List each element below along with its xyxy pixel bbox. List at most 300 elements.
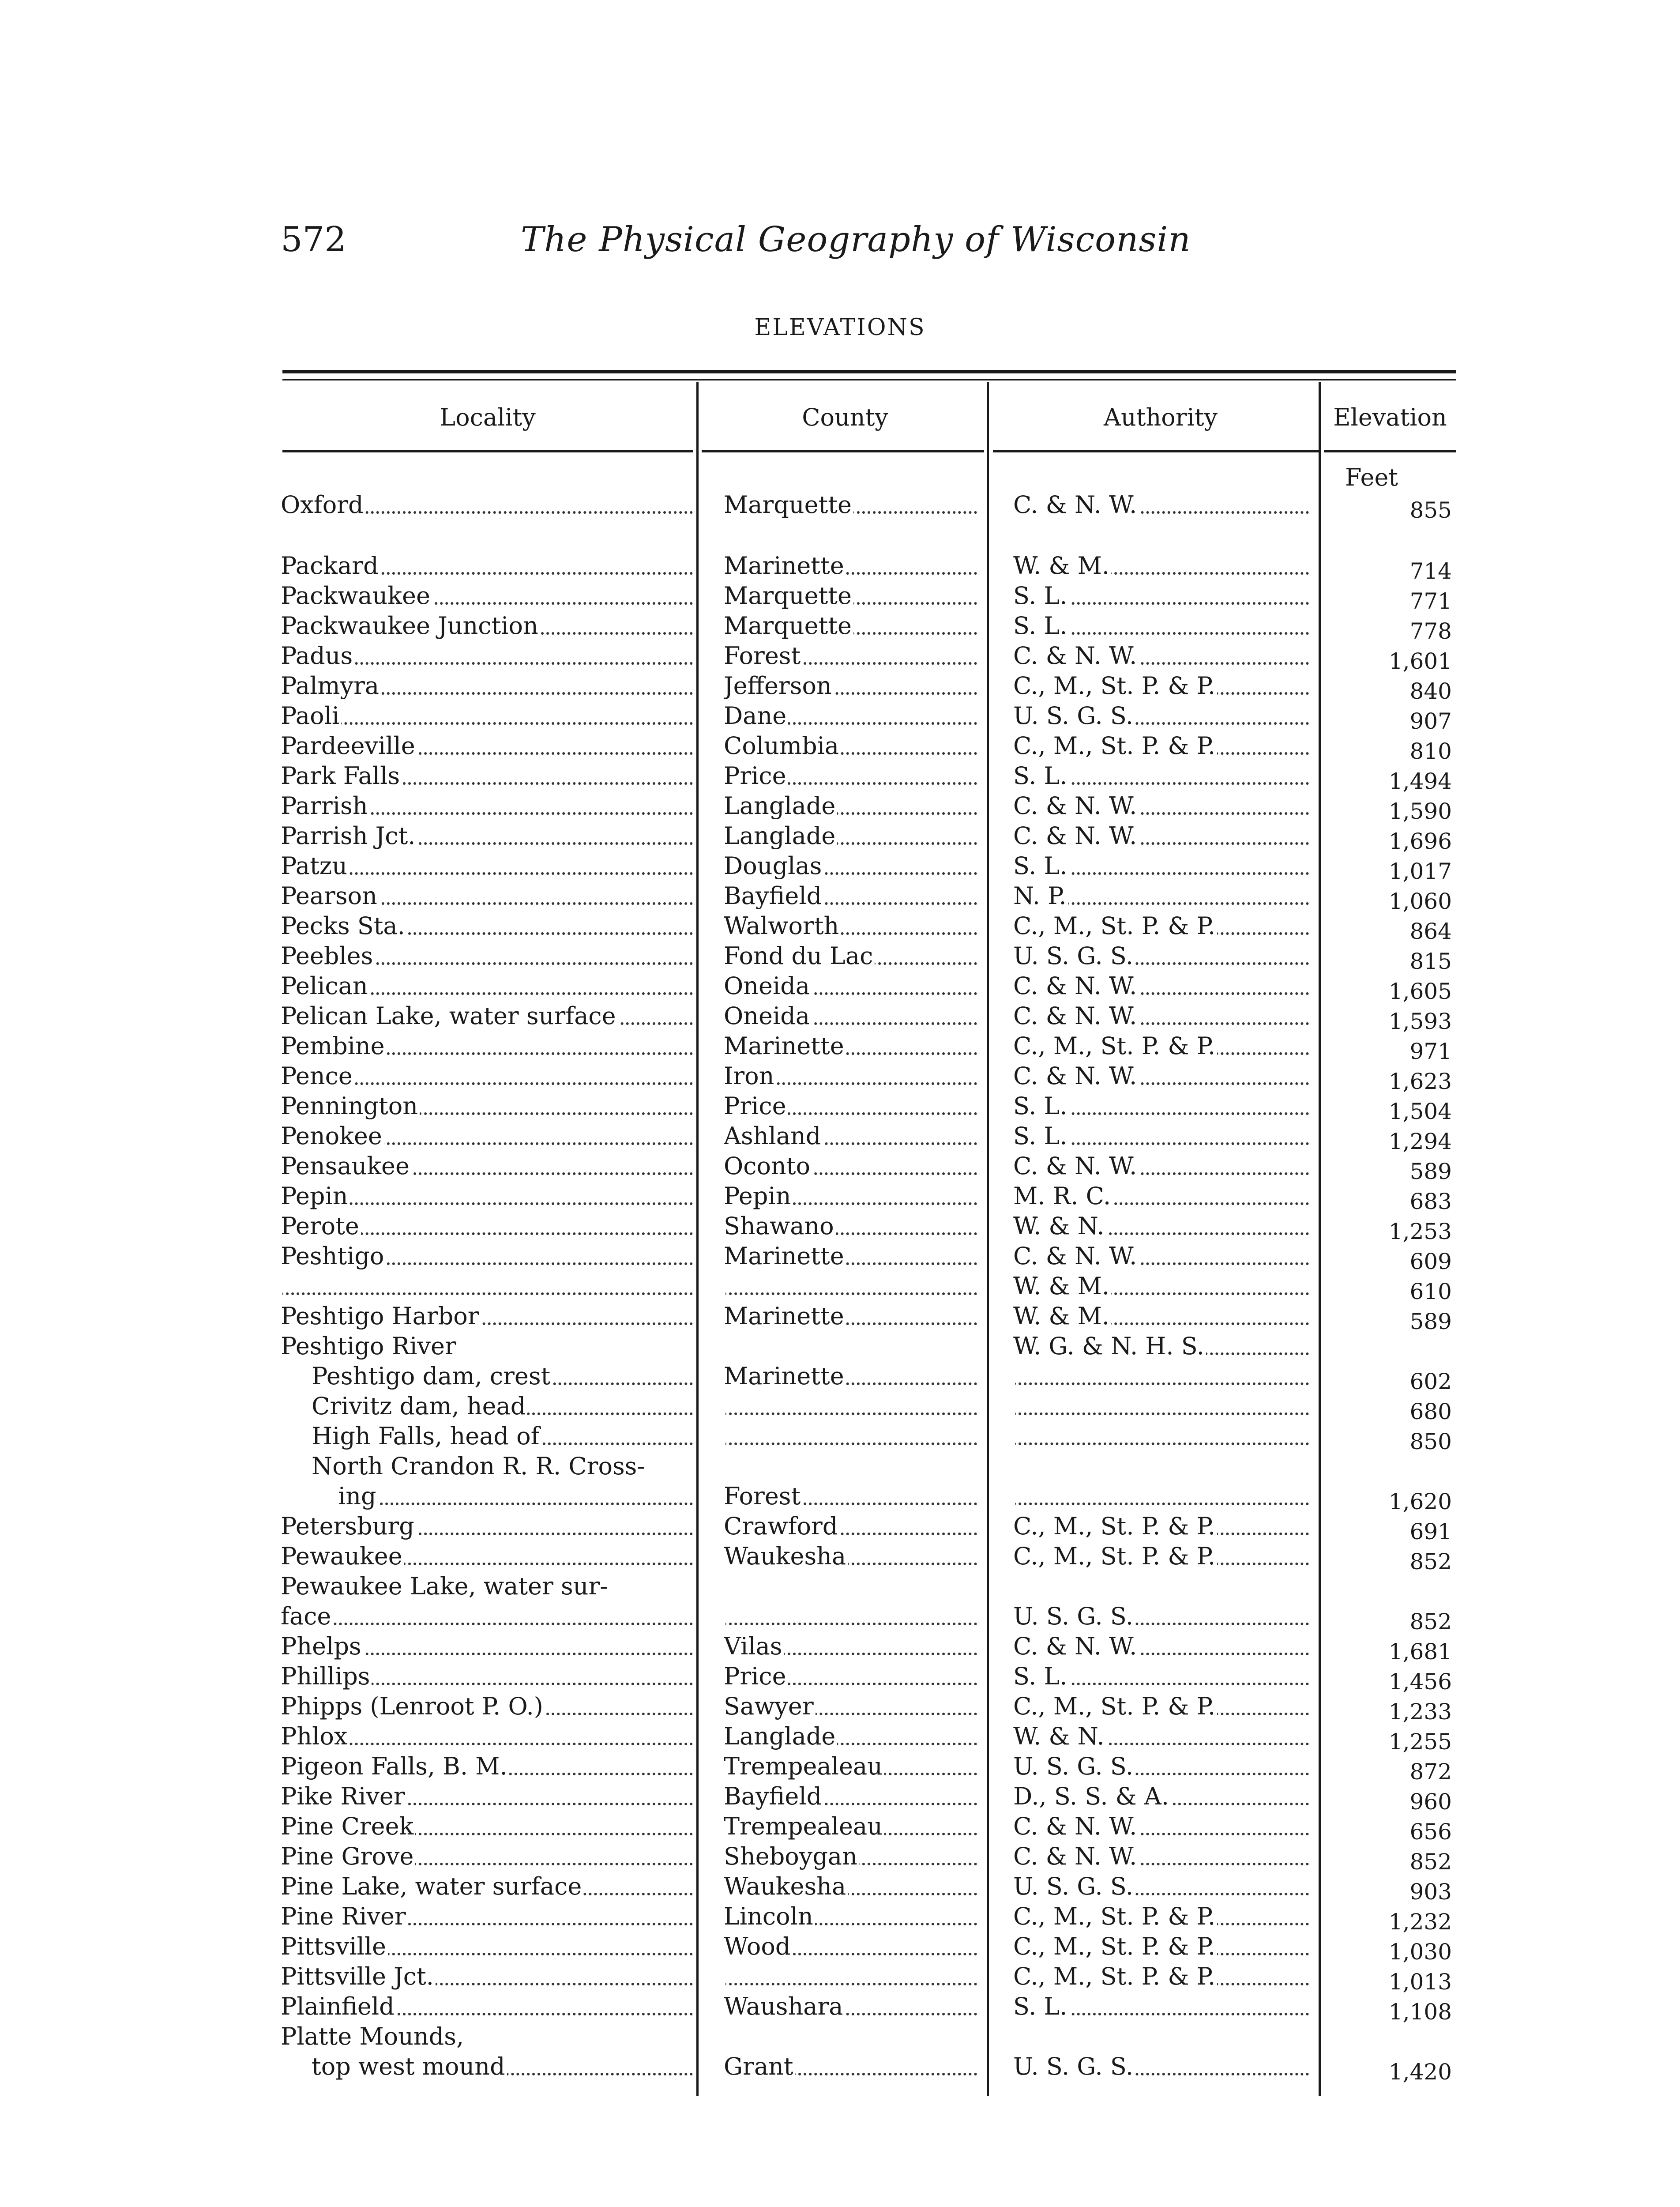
authority-text: S. L. bbox=[1013, 1122, 1069, 1150]
authority-text: C. & N. W. bbox=[1013, 972, 1139, 1000]
cell-locality bbox=[281, 1151, 693, 1181]
cell-locality bbox=[281, 611, 693, 641]
locality-text: Platte Mounds, bbox=[281, 2022, 466, 2050]
county-text: Sheboygan bbox=[724, 1842, 859, 1870]
cell-county bbox=[724, 941, 977, 971]
locality-text: ing bbox=[338, 1482, 378, 1510]
county-text bbox=[724, 1332, 725, 1360]
locality-text: Pine River bbox=[281, 1902, 408, 1930]
cell-elevation: 1,590 bbox=[1388, 798, 1452, 824]
cell-locality bbox=[281, 1271, 693, 1301]
cell-authority bbox=[1013, 851, 1309, 881]
cell-elevation: 680 bbox=[1409, 1399, 1452, 1424]
cell-locality bbox=[281, 641, 693, 671]
county-text: Iron bbox=[724, 1062, 776, 1090]
cell-county bbox=[724, 1451, 977, 1481]
locality-text: Pike River bbox=[281, 1782, 407, 1810]
county-text: Ashland bbox=[724, 1122, 823, 1150]
county-text: Marinette bbox=[724, 1302, 846, 1330]
cell-elevation: 609 bbox=[1409, 1249, 1452, 1274]
authority-text: S. L. bbox=[1013, 1092, 1069, 1120]
county-text bbox=[724, 2022, 725, 2050]
cell-county bbox=[724, 761, 977, 791]
cell-county bbox=[724, 1001, 977, 1031]
authority-text: C. & N. W. bbox=[1013, 822, 1139, 850]
cell-locality bbox=[281, 1812, 693, 1842]
cell-elevation: 610 bbox=[1409, 1279, 1452, 1304]
cell-authority bbox=[1013, 1361, 1309, 1391]
cell-authority bbox=[1013, 1391, 1309, 1421]
county-text: Langlade bbox=[724, 792, 837, 820]
authority-text: C. & N. W. bbox=[1013, 1002, 1139, 1030]
cell-locality bbox=[281, 1541, 693, 1571]
cell-county bbox=[724, 1391, 977, 1421]
cell-locality bbox=[281, 1691, 693, 1721]
cell-authority bbox=[1013, 1781, 1309, 1812]
header-county: County bbox=[802, 403, 888, 431]
locality-text: Pigeon Falls, B. M. bbox=[281, 1752, 509, 1780]
county-text bbox=[724, 1392, 725, 1420]
authority-text: C. & N. W. bbox=[1013, 1152, 1139, 1180]
cell-authority bbox=[1013, 1962, 1309, 1992]
county-text: Dane bbox=[724, 702, 788, 730]
cell-county bbox=[724, 1481, 977, 1511]
locality-text: Patzu bbox=[281, 852, 349, 880]
locality-text: Pepin bbox=[281, 1182, 350, 1210]
cell-locality bbox=[281, 1962, 693, 1992]
county-text bbox=[724, 1572, 725, 1600]
cell-authority bbox=[1013, 701, 1309, 731]
county-text: Price bbox=[724, 1662, 788, 1690]
locality-text: Pardeeville bbox=[281, 732, 417, 760]
cell-elevation: 1,494 bbox=[1388, 768, 1452, 794]
county-text: Marquette bbox=[724, 491, 853, 519]
cell-elevation: 852 bbox=[1409, 1609, 1452, 1635]
cell-county bbox=[724, 1211, 977, 1241]
cell-elevation: 1,013 bbox=[1388, 1969, 1452, 1995]
cell-locality bbox=[281, 851, 693, 881]
cell-elevation: 1,620 bbox=[1388, 1489, 1452, 1514]
locality-text: Peshtigo Harbor bbox=[281, 1302, 481, 1330]
locality-text: Padus bbox=[281, 642, 354, 670]
locality-text: Pence bbox=[281, 1062, 354, 1090]
cell-locality bbox=[281, 1061, 693, 1091]
cell-county bbox=[724, 821, 977, 851]
cell-county bbox=[724, 611, 977, 641]
locality-text: top west mound bbox=[312, 2053, 507, 2080]
county-text: Vilas bbox=[724, 1632, 784, 1660]
cell-authority bbox=[1013, 731, 1309, 761]
locality-text: Pensaukee bbox=[281, 1152, 411, 1180]
locality-text: Oxford bbox=[281, 491, 365, 519]
running-title: The Physical Geography of Wisconsin bbox=[521, 220, 1191, 260]
cell-elevation: 589 bbox=[1409, 1309, 1452, 1334]
cell-authority bbox=[1013, 1721, 1309, 1751]
cell-authority bbox=[1013, 490, 1309, 520]
locality-text: Parrish bbox=[281, 792, 370, 820]
cell-elevation: 1,233 bbox=[1388, 1699, 1452, 1725]
county-text: Fond du Lac bbox=[724, 942, 875, 970]
cell-county bbox=[724, 1571, 977, 1601]
locality-text: Park Falls bbox=[281, 762, 402, 790]
cell-county bbox=[724, 1361, 977, 1391]
cell-authority bbox=[1013, 1902, 1309, 1932]
cell-authority bbox=[1013, 1842, 1309, 1872]
cell-authority bbox=[1013, 1932, 1309, 1962]
county-text: Oconto bbox=[724, 1152, 812, 1180]
authority-text: C. & N. W. bbox=[1013, 491, 1139, 519]
authority-text: C., M., St. P. & P. bbox=[1013, 1032, 1217, 1060]
cell-locality bbox=[312, 1421, 693, 1451]
header-rule-elevation bbox=[1324, 450, 1456, 452]
cell-authority bbox=[1013, 1421, 1309, 1451]
county-text: Forest bbox=[724, 642, 802, 670]
cell-county bbox=[724, 1181, 977, 1211]
authority-text: W. & M. bbox=[1013, 1302, 1111, 1330]
cell-locality bbox=[281, 1121, 693, 1151]
county-text: Langlade bbox=[724, 1722, 837, 1750]
header-locality: Locality bbox=[440, 403, 536, 431]
locality-text: Pine Grove bbox=[281, 1842, 415, 1870]
locality-text bbox=[281, 1272, 282, 1300]
locality-text: Pembine bbox=[281, 1032, 387, 1060]
locality-text: Pennington bbox=[281, 1092, 420, 1120]
authority-text: C. & N. W. bbox=[1013, 1812, 1139, 1840]
cell-authority bbox=[1013, 581, 1309, 611]
county-text: Sawyer bbox=[724, 1692, 816, 1720]
cell-locality bbox=[281, 1661, 693, 1691]
header-rule-county bbox=[702, 450, 984, 452]
cell-authority bbox=[1013, 1812, 1309, 1842]
locality-text: High Falls, head of bbox=[312, 1422, 541, 1450]
cell-county bbox=[724, 1121, 977, 1151]
county-text: Marinette bbox=[724, 552, 846, 580]
cell-county bbox=[724, 1872, 977, 1902]
cell-county bbox=[724, 1751, 977, 1781]
cell-elevation: 1,605 bbox=[1388, 979, 1452, 1004]
cell-elevation: 1,108 bbox=[1388, 1999, 1452, 2025]
county-text bbox=[724, 1422, 725, 1450]
locality-text: Perote bbox=[281, 1212, 361, 1240]
cell-elevation: 589 bbox=[1409, 1159, 1452, 1184]
authority-text bbox=[1013, 1482, 1015, 1510]
locality-text: Packwaukee Junction bbox=[281, 612, 540, 640]
cell-locality bbox=[281, 941, 693, 971]
locality-text: Peshtigo River bbox=[281, 1332, 458, 1360]
authority-text: M. R. C. bbox=[1013, 1182, 1112, 1210]
header-rule-locality bbox=[282, 450, 693, 452]
header-authority: Authority bbox=[1103, 403, 1218, 431]
county-text: Trempealeau bbox=[724, 1812, 884, 1840]
cell-locality bbox=[281, 1932, 693, 1962]
locality-text: Peebles bbox=[281, 942, 375, 970]
cell-authority bbox=[1013, 761, 1309, 791]
cell-locality bbox=[281, 1511, 693, 1541]
cell-locality bbox=[338, 1481, 693, 1511]
cell-authority bbox=[1013, 1271, 1309, 1301]
authority-text: C., M., St. P. & P. bbox=[1013, 1692, 1217, 1720]
authority-text: S. L. bbox=[1013, 582, 1069, 610]
table-title: ELEVATIONS bbox=[754, 314, 926, 341]
cell-county bbox=[724, 1902, 977, 1932]
cell-authority bbox=[1013, 1872, 1309, 1902]
locality-text: Plainfield bbox=[281, 1992, 396, 2020]
cell-elevation: 852 bbox=[1409, 1549, 1452, 1574]
cell-locality bbox=[281, 1992, 693, 2022]
county-text: Grant bbox=[724, 2053, 795, 2080]
authority-text bbox=[1013, 2022, 1015, 2050]
cell-authority bbox=[1013, 1751, 1309, 1781]
cell-elevation: 1,456 bbox=[1388, 1669, 1452, 1695]
locality-text: Peshtigo bbox=[281, 1242, 386, 1270]
county-text: Walworth bbox=[724, 912, 841, 940]
cell-elevation: 810 bbox=[1409, 738, 1452, 764]
authority-text: U. S. G. S. bbox=[1013, 1872, 1135, 1900]
cell-authority bbox=[1013, 1091, 1309, 1121]
cell-locality bbox=[281, 1301, 693, 1331]
cell-authority bbox=[1013, 1241, 1309, 1271]
locality-text: Pelican bbox=[281, 972, 370, 1000]
locality-text: North Crandon R. R. Cross- bbox=[312, 1452, 647, 1480]
cell-elevation: 850 bbox=[1409, 1429, 1452, 1454]
cell-authority bbox=[1013, 1481, 1309, 1511]
county-text: Bayfield bbox=[724, 882, 823, 910]
cell-elevation: 1,255 bbox=[1388, 1729, 1452, 1755]
cell-county bbox=[724, 581, 977, 611]
authority-text: W. G. & N. H. S. bbox=[1013, 1332, 1206, 1360]
cell-authority bbox=[1013, 2052, 1309, 2082]
locality-text: Pine Lake, water surface bbox=[281, 1872, 583, 1900]
locality-text: Packard bbox=[281, 552, 380, 580]
cell-county bbox=[724, 1691, 977, 1721]
locality-text: Petersburg bbox=[281, 1512, 416, 1540]
cell-authority bbox=[1013, 641, 1309, 671]
county-text: Jefferson bbox=[724, 672, 834, 700]
cell-locality bbox=[281, 1842, 693, 1872]
cell-county bbox=[724, 1301, 977, 1331]
cell-authority bbox=[1013, 1661, 1309, 1691]
cell-elevation: 691 bbox=[1409, 1519, 1452, 1544]
authority-text: C., M., St. P. & P. bbox=[1013, 1932, 1217, 1960]
locality-text: Paoli bbox=[281, 702, 341, 730]
cell-authority bbox=[1013, 1601, 1309, 1631]
cell-county bbox=[724, 1721, 977, 1751]
locality-text: Pecks Sta. bbox=[281, 912, 407, 940]
county-text: Trempealeau bbox=[724, 1752, 884, 1780]
cell-county bbox=[724, 1241, 977, 1271]
cell-elevation: 1,696 bbox=[1388, 829, 1452, 854]
authority-text: U. S. G. S. bbox=[1013, 942, 1135, 970]
cell-authority bbox=[1013, 1631, 1309, 1661]
cell-elevation: 1,030 bbox=[1388, 1939, 1452, 1965]
authority-text: C. & N. W. bbox=[1013, 792, 1139, 820]
cell-county bbox=[724, 551, 977, 581]
cell-locality bbox=[281, 701, 693, 731]
header-elevation: Elevation bbox=[1333, 403, 1447, 431]
authority-text: S. L. bbox=[1013, 1662, 1069, 1690]
page-number: 572 bbox=[281, 220, 346, 260]
cell-authority bbox=[1013, 1992, 1309, 2022]
locality-text: Parrish Jct. bbox=[281, 822, 417, 850]
county-text: Bayfield bbox=[724, 1782, 823, 1810]
cell-authority bbox=[1013, 1571, 1309, 1601]
cell-elevation: 656 bbox=[1409, 1819, 1452, 1845]
cell-elevation: 1,253 bbox=[1388, 1219, 1452, 1244]
cell-locality bbox=[281, 1181, 693, 1211]
authority-text: C., M., St. P. & P. bbox=[1013, 732, 1217, 760]
top-rule-thick bbox=[282, 370, 1456, 373]
cell-elevation: 1,017 bbox=[1388, 859, 1452, 884]
locality-text: Pearson bbox=[281, 882, 379, 910]
cell-locality bbox=[281, 1001, 693, 1031]
county-text bbox=[724, 1272, 725, 1300]
cell-locality bbox=[312, 1361, 693, 1391]
locality-text: Packwaukee bbox=[281, 582, 432, 610]
cell-elevation: 855 bbox=[1409, 497, 1452, 523]
cell-county bbox=[724, 881, 977, 911]
cell-authority bbox=[1013, 1181, 1309, 1211]
cell-elevation: 1,420 bbox=[1388, 2059, 1452, 2085]
cell-authority bbox=[1013, 611, 1309, 641]
cell-locality bbox=[281, 1902, 693, 1932]
cell-locality bbox=[281, 791, 693, 821]
top-rule-thin bbox=[282, 379, 1456, 380]
cell-county bbox=[724, 971, 977, 1001]
cell-elevation: 778 bbox=[1409, 618, 1452, 644]
cell-county bbox=[724, 1812, 977, 1842]
cell-locality bbox=[281, 1571, 693, 1601]
county-text: Forest bbox=[724, 1482, 802, 1510]
county-text: Wood bbox=[724, 1932, 792, 1960]
column-divider-3 bbox=[1319, 382, 1321, 2096]
authority-text: S. L. bbox=[1013, 1992, 1069, 2020]
county-text: Columbia bbox=[724, 732, 841, 760]
cell-county bbox=[724, 791, 977, 821]
cell-authority bbox=[1013, 551, 1309, 581]
authority-text: C., M., St. P. & P. bbox=[1013, 1902, 1217, 1930]
locality-text: Phelps bbox=[281, 1632, 363, 1660]
county-text: Crawford bbox=[724, 1512, 839, 1540]
authority-text: U. S. G. S. bbox=[1013, 1752, 1135, 1780]
county-text: Marquette bbox=[724, 612, 853, 640]
cell-elevation: 683 bbox=[1409, 1189, 1452, 1214]
cell-locality bbox=[281, 1331, 693, 1361]
locality-text: Phillips bbox=[281, 1662, 372, 1690]
locality-text: Phlox bbox=[281, 1722, 349, 1750]
authority-text: C. & N. W. bbox=[1013, 1842, 1139, 1870]
cell-locality bbox=[281, 1631, 693, 1661]
cell-elevation bbox=[1324, 1337, 1452, 1367]
authority-text bbox=[1013, 1452, 1015, 1480]
header-rule-authority bbox=[993, 450, 1319, 452]
cell-elevation: 1,504 bbox=[1388, 1099, 1452, 1124]
county-text: Douglas bbox=[724, 852, 823, 880]
cell-authority bbox=[1013, 881, 1309, 911]
cell-county bbox=[724, 1992, 977, 2022]
cell-county bbox=[724, 851, 977, 881]
locality-text: Pewaukee bbox=[281, 1542, 404, 1570]
cell-county bbox=[724, 2022, 977, 2052]
cell-locality bbox=[281, 821, 693, 851]
cell-authority bbox=[1013, 1121, 1309, 1151]
locality-text: Pittsville Jct. bbox=[281, 1962, 436, 1990]
cell-locality bbox=[281, 1241, 693, 1271]
cell-authority bbox=[1013, 1211, 1309, 1241]
cell-elevation: 872 bbox=[1409, 1759, 1452, 1785]
cell-county bbox=[724, 1631, 977, 1661]
column-divider-1 bbox=[696, 382, 699, 2096]
authority-text bbox=[1013, 1572, 1015, 1600]
county-text: Price bbox=[724, 1092, 788, 1120]
cell-elevation: 960 bbox=[1409, 1789, 1452, 1815]
cell-elevation: 971 bbox=[1409, 1039, 1452, 1064]
county-text: Marinette bbox=[724, 1362, 846, 1390]
cell-elevation: 907 bbox=[1409, 708, 1452, 734]
locality-text: Pittsville bbox=[281, 1932, 388, 1960]
county-text: Langlade bbox=[724, 822, 837, 850]
county-text: Lincoln bbox=[724, 1902, 815, 1930]
cell-locality bbox=[281, 1721, 693, 1751]
cell-elevation: 852 bbox=[1409, 1849, 1452, 1875]
cell-elevation: 1,593 bbox=[1388, 1009, 1452, 1034]
cell-elevation bbox=[1324, 2027, 1452, 2057]
cell-county bbox=[724, 1842, 977, 1872]
cell-elevation bbox=[1324, 1457, 1452, 1487]
cell-elevation: 1,232 bbox=[1388, 1909, 1452, 1935]
cell-authority bbox=[1013, 911, 1309, 941]
cell-county bbox=[724, 1421, 977, 1451]
cell-county bbox=[724, 1661, 977, 1691]
cell-county bbox=[724, 641, 977, 671]
cell-county bbox=[724, 731, 977, 761]
cell-county bbox=[724, 1031, 977, 1061]
cell-county bbox=[724, 1541, 977, 1571]
cell-locality bbox=[281, 671, 693, 701]
cell-authority bbox=[1013, 941, 1309, 971]
cell-elevation: 714 bbox=[1409, 558, 1452, 584]
cell-elevation: 864 bbox=[1409, 919, 1452, 944]
cell-county bbox=[724, 671, 977, 701]
cell-elevation bbox=[1324, 1577, 1452, 1607]
authority-text: U. S. G. S. bbox=[1013, 702, 1135, 730]
county-text bbox=[724, 1602, 725, 1630]
authority-text: S. L. bbox=[1013, 762, 1069, 790]
authority-text: U. S. G. S. bbox=[1013, 1602, 1135, 1630]
county-text: Oneida bbox=[724, 1002, 812, 1030]
cell-authority bbox=[1013, 1151, 1309, 1181]
authority-text: C. & N. W. bbox=[1013, 1632, 1139, 1660]
authority-text: D., S. S. & A. bbox=[1013, 1782, 1171, 1810]
cell-county bbox=[724, 2052, 977, 2082]
cell-elevation: 771 bbox=[1409, 588, 1452, 614]
cell-authority bbox=[1013, 1031, 1309, 1061]
cell-locality bbox=[281, 1211, 693, 1241]
county-text: Marquette bbox=[724, 582, 853, 610]
cell-locality bbox=[281, 1091, 693, 1121]
cell-county bbox=[724, 1962, 977, 1992]
cell-locality bbox=[281, 1872, 693, 1902]
cell-authority bbox=[1013, 971, 1309, 1001]
county-text: Marinette bbox=[724, 1242, 846, 1270]
cell-elevation: 815 bbox=[1409, 949, 1452, 974]
county-text: Waukesha bbox=[724, 1542, 848, 1570]
cell-elevation: 903 bbox=[1409, 1879, 1452, 1905]
locality-text: Peshtigo dam, crest bbox=[312, 1362, 552, 1390]
locality-text: Penokee bbox=[281, 1122, 384, 1150]
cell-elevation: 1,623 bbox=[1388, 1069, 1452, 1094]
cell-locality bbox=[312, 2052, 693, 2082]
authority-text: U. S. G. S. bbox=[1013, 2053, 1135, 2080]
